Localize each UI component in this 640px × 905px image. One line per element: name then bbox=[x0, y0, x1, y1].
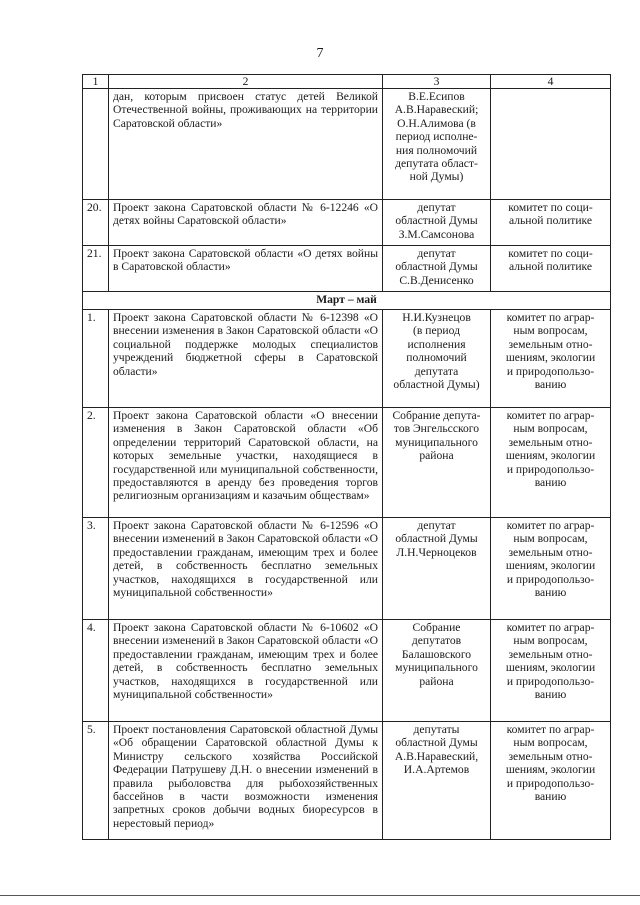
row-committee-text: комитет по аграр- ным вопросам, земельным отно- шениям, экологии и природопользо- ванию bbox=[505, 621, 596, 702]
row-author-text: депутат областной Думы Л.Н.Черноцеков bbox=[395, 519, 478, 559]
row-author-text: депутат областной Думы С.В.Денисенко bbox=[395, 247, 478, 287]
row-committee-cell bbox=[491, 200, 611, 246]
row-author-cell bbox=[383, 200, 491, 246]
row-committee-cell bbox=[491, 620, 611, 722]
table-row bbox=[83, 620, 611, 722]
row-committee-cell bbox=[491, 408, 611, 518]
row-number-cell: 4. bbox=[83, 620, 109, 722]
row-committee-text: комитет по аграр- ным вопросам, земельным отно- шениям, экологии и природопользо- ванию bbox=[505, 311, 596, 392]
row-author-cell bbox=[383, 620, 491, 722]
page-number: 7 bbox=[316, 46, 324, 61]
bottom-rule bbox=[0, 895, 640, 896]
row-author-text: депутаты областной Думы А.В.Наравеский, И.А.Артемов bbox=[394, 723, 479, 777]
row-title-cell: Проект закона Саратовской области «О детях войны в Саратовской области» bbox=[109, 246, 383, 292]
plan-table bbox=[82, 74, 611, 840]
row-title-cell: Проект закона Саратовской области № 6-12596 «О внесении изменений в Закон Саратовской области «О предоставлении гражданам, имеющим трех и более детей, в собственность бесплатно земельных участков, находящихся в государственной или муниципальной собственности» bbox=[109, 518, 383, 620]
table-row bbox=[83, 408, 611, 518]
row-committee-text: комитет по соци- альной политике bbox=[508, 247, 593, 274]
row-committee-cell bbox=[491, 518, 611, 620]
row-number-cell: 2. bbox=[83, 408, 109, 518]
row-committee-text: комитет по аграр- ным вопросам, земельным отно- шениям, экологии и природопользо- ванию bbox=[505, 723, 596, 804]
table-row bbox=[83, 310, 611, 408]
row-title-cell: Проект постановления Саратовской областной Думы «Об обращении Саратовской областной Думы к Министру сельского хозяйства Российской Федерации Патрушеву Д.Н. о внесении изменений в правила рыболовства для рыбохозяйственных бассейнов в части возможности изменения запретных сроков добычи водных биоресурсов в нерестовый период» bbox=[109, 722, 383, 840]
header-col-1: 1 bbox=[83, 75, 109, 89]
row-committee-cell bbox=[491, 310, 611, 408]
row-author-cell bbox=[383, 722, 491, 840]
row-author-text: Собрание депута- тов Энгельсского муниципального района bbox=[392, 409, 481, 463]
header-col-3: 3 bbox=[383, 75, 491, 89]
table-row bbox=[83, 518, 611, 620]
row-number-cell: 5. bbox=[83, 722, 109, 840]
row-author-cell bbox=[383, 310, 491, 408]
row-author-cell bbox=[383, 518, 491, 620]
row-author-cell bbox=[383, 246, 491, 292]
row-author-text: Собрание депутатов Балашовского муниципального района bbox=[395, 621, 478, 688]
row-author-cell bbox=[383, 408, 491, 518]
row-number-cell: 20. bbox=[83, 200, 109, 246]
table-header-row bbox=[83, 75, 611, 89]
row-committee-cell bbox=[491, 246, 611, 292]
table-row-continued bbox=[83, 89, 611, 200]
row-author-text: В.Е.Есипов А.В.Наравеский; О.Н.Алимова (в период исполне- ния полномочий депутата област- ной Думы) bbox=[394, 90, 479, 184]
row-author-cell bbox=[383, 89, 491, 200]
row-number-cell: 3. bbox=[83, 518, 109, 620]
row-title-cell: Проект закона Саратовской области «О внесении изменения в Закон Саратовской области «Об определении территорий Саратовской области, на которых земельные участки, находящиеся в государственной или муниципальной собственности, предоставляются в аренду без проведения торгов религиозным организациям и казачьим обществам» bbox=[109, 408, 383, 518]
table-row bbox=[83, 200, 611, 246]
row-committee-text: комитет по аграр- ным вопросам, земельным отно- шениям, экологии и природопользо- ванию bbox=[505, 409, 596, 490]
row-author-text: депутат областной Думы З.М.Самсонова bbox=[395, 201, 478, 241]
table-row bbox=[83, 246, 611, 292]
row-committee-text: комитет по соци- альной политике bbox=[508, 201, 593, 228]
row-committee-cell bbox=[491, 89, 611, 200]
header-col-4: 4 bbox=[491, 75, 611, 89]
row-committee-cell bbox=[491, 722, 611, 840]
row-title-cell: дан, которым присвоен статус детей Великой Отечественной войны, проживающих на территории Саратовской области» bbox=[109, 89, 383, 200]
row-title-cell: Проект закона Саратовской области № 6-12398 «О внесении изменения в Закон Саратовской области «О социальной поддержке молодых специалистов учреждений бюджетной сферы в Саратовской области» bbox=[109, 310, 383, 408]
plan-table-body bbox=[83, 75, 611, 840]
section-title: Март – май bbox=[83, 292, 611, 310]
row-number-cell: 1. bbox=[83, 310, 109, 408]
row-number-cell: 21. bbox=[83, 246, 109, 292]
row-number-cell bbox=[83, 89, 109, 200]
header-col-2: 2 bbox=[109, 75, 383, 89]
row-author-text: Н.И.Кузнецов (в период исполнения полномочий депутата областной Думы) bbox=[393, 311, 480, 392]
row-title-cell: Проект закона Саратовской области № 6-12246 «О детях войны Саратовской области» bbox=[109, 200, 383, 246]
section-header-row bbox=[83, 292, 611, 310]
row-committee-text: комитет по аграр- ным вопросам, земельным отно- шениям, экологии и природопользо- ванию bbox=[505, 519, 596, 600]
row-title-cell: Проект закона Саратовской области № 6-10602 «О внесении изменений в Закон Саратовской области «О предоставлении гражданам, имеющим трех и более детей, в собственность бесплатно земельных участков, находящихся в государственной или муниципальной собственности» bbox=[109, 620, 383, 722]
table-row bbox=[83, 722, 611, 840]
